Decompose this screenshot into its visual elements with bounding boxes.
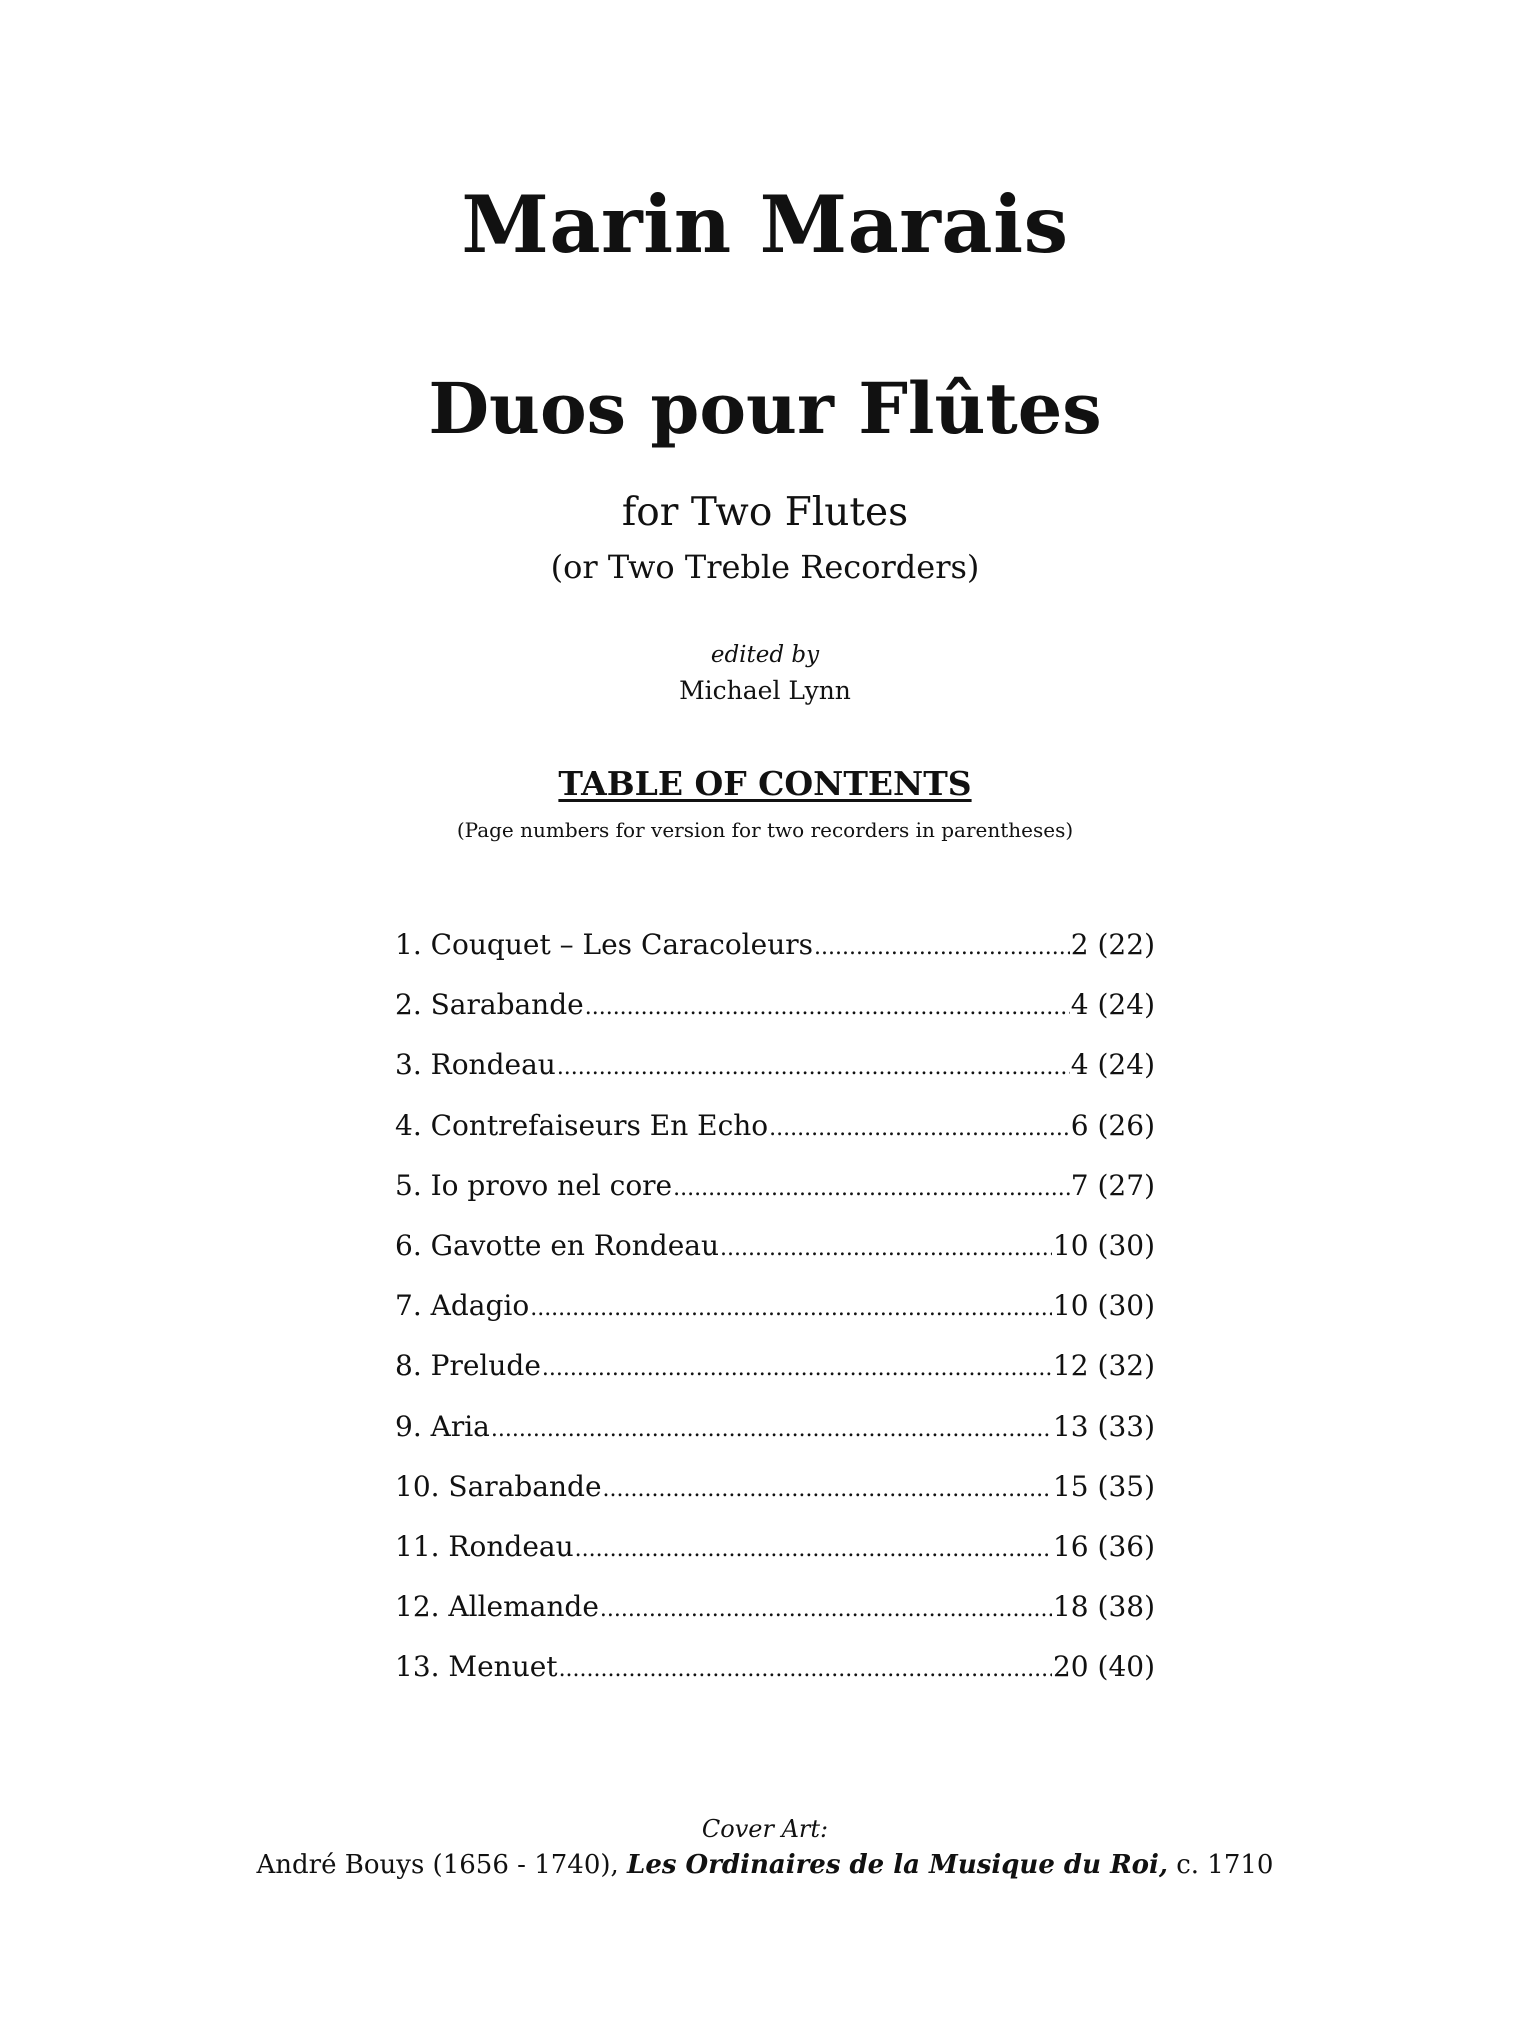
toc-list	[395, 928, 1155, 1710]
toc-item	[395, 1650, 1155, 1710]
subtitle: for Two Flutes	[621, 490, 909, 535]
toc-item-leader	[491, 1417, 1052, 1442]
composer-name: Marin Marais	[461, 178, 1069, 271]
cover-art-credit	[0, 1850, 1530, 1880]
toc-item-pages: 10 (30)	[1052, 1289, 1155, 1323]
toc-item-leader	[720, 1236, 1052, 1261]
toc-item-pages: 10 (30)	[1052, 1228, 1155, 1262]
toc-item-pages: 4 (24)	[1070, 1048, 1155, 1082]
edited-by-label: edited by	[710, 642, 820, 668]
toc-item-leader	[603, 1477, 1052, 1502]
toc-item-title: 2. Sarabande	[395, 988, 584, 1022]
toc-item-leader	[769, 1116, 1070, 1141]
toc-item-title: 10. Sarabande	[395, 1469, 602, 1503]
toc-item	[395, 1530, 1155, 1590]
toc-note: (Page numbers for version for two recorders in parentheses)	[456, 818, 1074, 842]
toc-item-leader	[559, 1657, 1052, 1682]
toc-item	[395, 1169, 1155, 1229]
subtitle-alternate: (or Two Treble Recorders)	[550, 548, 980, 586]
toc-item-pages: 12 (32)	[1052, 1349, 1155, 1383]
toc-item-leader	[575, 1537, 1052, 1562]
toc-item	[395, 1109, 1155, 1169]
toc-item	[395, 928, 1155, 988]
toc-item-title: 4. Contrefaiseurs En Echo	[395, 1108, 769, 1142]
toc-item-pages: 15 (35)	[1052, 1469, 1155, 1503]
toc-item-pages: 13 (33)	[1052, 1409, 1155, 1443]
cover-art-artist: André Bouys (1656 - 1740),	[256, 1850, 619, 1880]
toc-item-title: 9. Aria	[395, 1409, 490, 1443]
cover-art-work-title: Les Ordinaires de la Musique du Roi,	[627, 1850, 1168, 1880]
toc-item-title: 13. Menuet	[395, 1650, 558, 1684]
toc-item	[395, 1470, 1155, 1530]
toc-item-title: 8. Prelude	[395, 1349, 541, 1383]
toc-item	[395, 1229, 1155, 1289]
toc-item	[395, 1590, 1155, 1650]
toc-item-leader	[585, 995, 1070, 1020]
toc-item-title: 7. Adagio	[395, 1289, 530, 1323]
toc-item-pages: 7 (27)	[1070, 1168, 1155, 1202]
toc-item-title: 5. Io provo nel core	[395, 1168, 673, 1202]
toc-item-title: 11. Rondeau	[395, 1529, 574, 1563]
toc-item-leader	[557, 1055, 1070, 1080]
toc-item	[395, 988, 1155, 1048]
toc-item-title: 1. Couquet – Les Caracoleurs	[395, 928, 813, 961]
toc-item-leader	[530, 1296, 1052, 1321]
toc-item-title: 6. Gavotte en Rondeau	[395, 1228, 720, 1262]
toc-item-leader	[600, 1597, 1052, 1622]
toc-item-title: 12. Allemande	[395, 1590, 599, 1624]
toc-item-pages: 2 (22)	[1070, 928, 1155, 961]
toc-item-pages: 6 (26)	[1070, 1108, 1155, 1142]
toc-item-pages: 20 (40)	[1052, 1650, 1155, 1684]
cover-art-date: c. 1710	[1176, 1850, 1274, 1880]
toc-item-leader	[814, 935, 1070, 960]
toc-item-title: 3. Rondeau	[395, 1048, 556, 1082]
toc-item-leader	[542, 1356, 1052, 1381]
toc-item-pages: 16 (36)	[1052, 1529, 1155, 1563]
toc-item	[395, 1048, 1155, 1108]
editor-name: Michael Lynn	[679, 676, 851, 705]
toc-item-leader	[673, 1176, 1070, 1201]
toc-item-pages: 18 (38)	[1052, 1590, 1155, 1624]
work-title: Duos pour Flûtes	[428, 367, 1102, 450]
toc-item	[395, 1410, 1155, 1470]
toc-item-pages: 4 (24)	[1070, 988, 1155, 1022]
toc-item	[395, 1289, 1155, 1349]
toc-heading: TABLE OF CONTENTS	[558, 764, 972, 803]
toc-item	[395, 1349, 1155, 1409]
cover-art-label: Cover Art:	[701, 1815, 829, 1843]
